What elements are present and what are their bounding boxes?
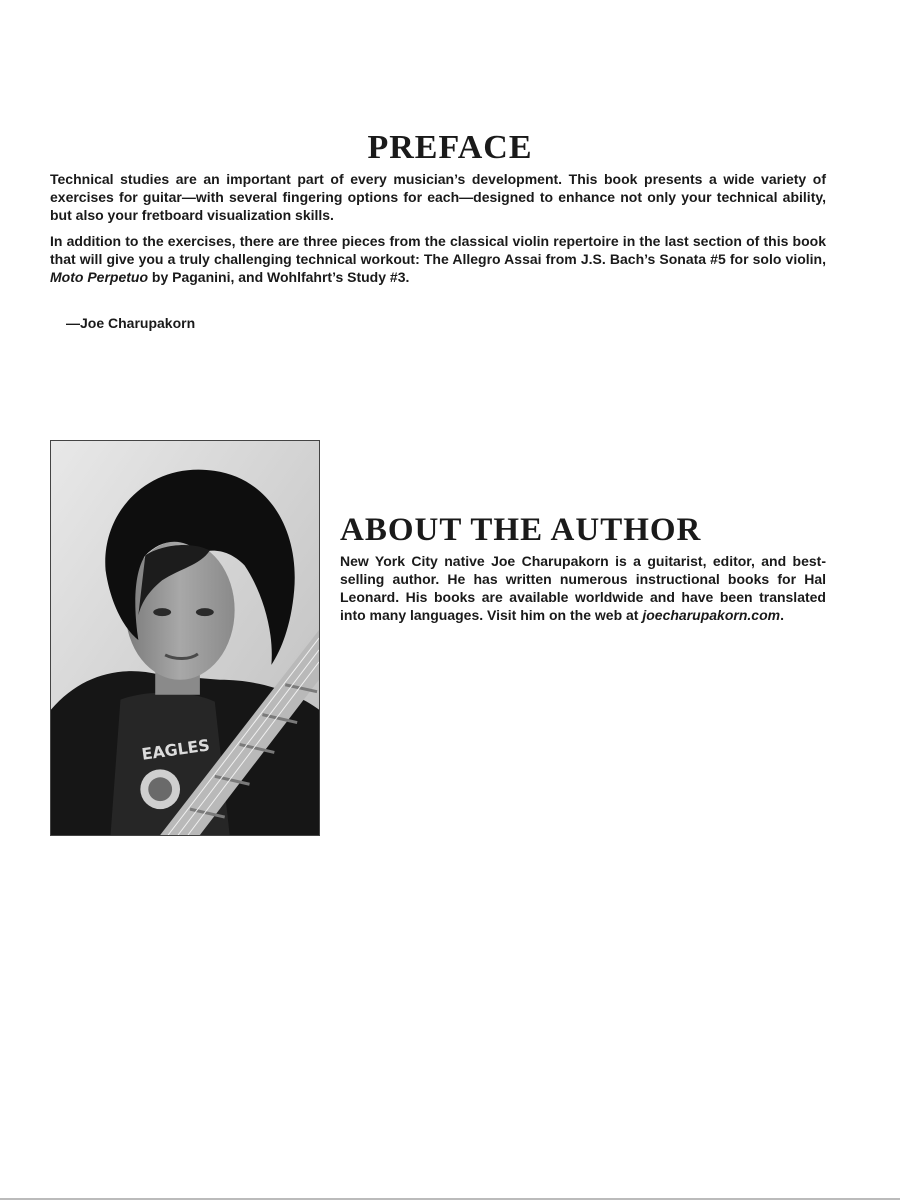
about-author-text-end: . bbox=[780, 607, 784, 623]
preface-title: PREFACE bbox=[367, 129, 533, 166]
shirt-graphic-text: EAGLES bbox=[140, 735, 211, 764]
about-author-body bbox=[340, 552, 826, 624]
author-website: joecharupakorn.com bbox=[642, 607, 781, 623]
preface-signature: —Joe Charupakorn bbox=[66, 315, 196, 331]
preface-paragraph-2-start: In addition to the exercises, there are three pieces from the classical violin repertoire in the last section of this book that will give you a truly challenging technical workout: The Allegro Assai from J.S. Bach’s Sonata #5 for solo violin, bbox=[50, 233, 826, 267]
preface-piece-title: Moto Perpetuo bbox=[50, 269, 148, 285]
author-photo bbox=[50, 440, 320, 836]
author-photo-graphic bbox=[51, 441, 319, 835]
preface-paragraph-2-end: by Paganini, and Wohlfahrt’s Study #3. bbox=[148, 269, 410, 285]
preface-body bbox=[50, 170, 826, 294]
about-author-title: ABOUT THE AUTHOR bbox=[340, 512, 702, 548]
about-author-text: New York City native Joe Charupakorn is a guitarist, editor, and best-selling author. He has written numerous instructional books for Hal Leonard. His books are available worldwide and have been translated into many languages. Visit him on the web at bbox=[340, 553, 826, 623]
preface-paragraph-1: Technical studies are an important part of every musician’s development. This book presents a wide variety of exercises for guitar—with several fingering options for each—designed to enhance not only your technical ability, but also your fretboard visualization skills. bbox=[50, 171, 826, 223]
preface-paragraph-2 bbox=[50, 232, 826, 286]
